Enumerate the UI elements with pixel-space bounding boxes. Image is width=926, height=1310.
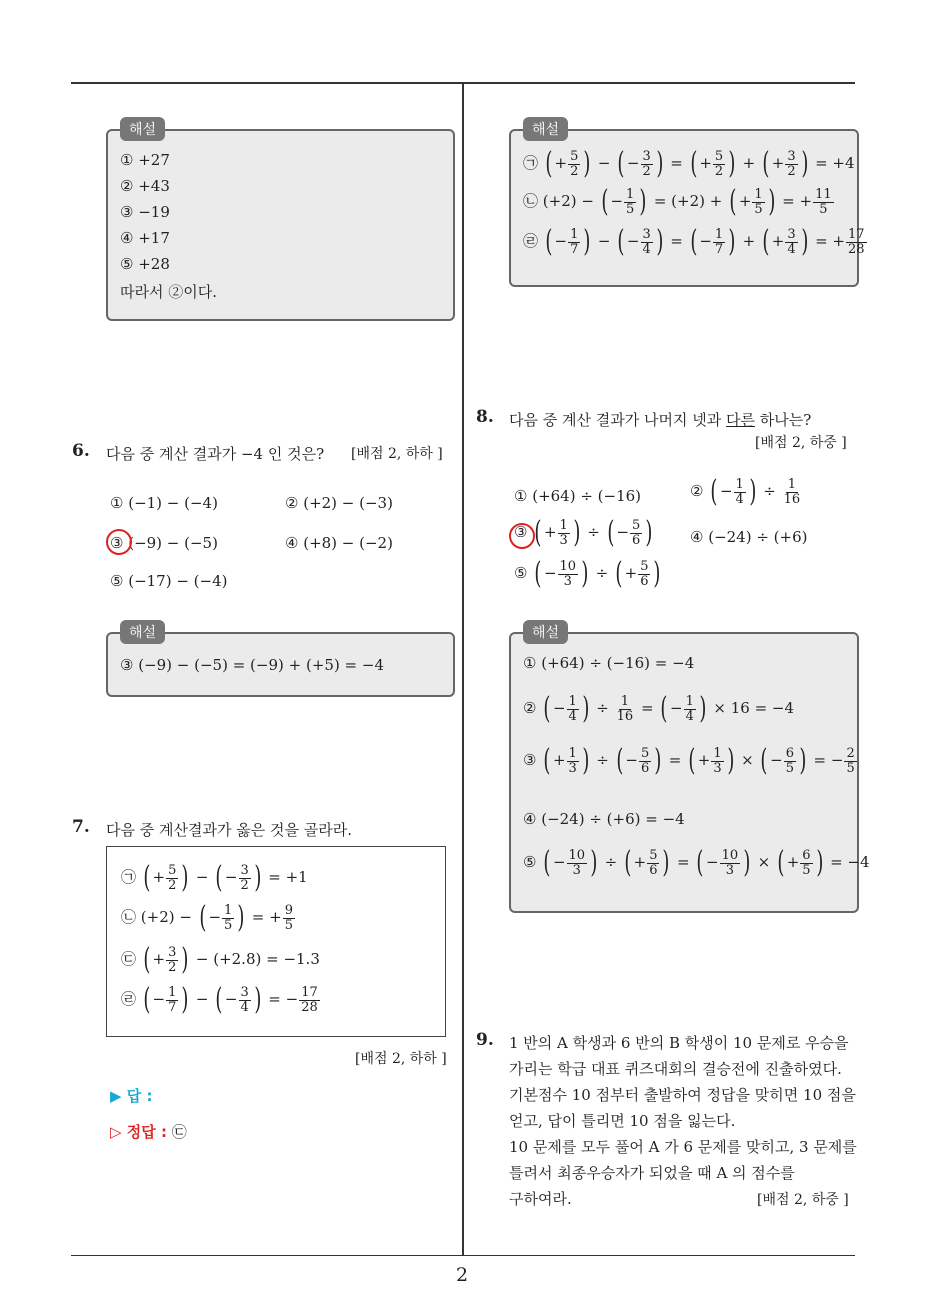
question-number: 6. [72, 441, 90, 461]
page-number: 2 [456, 1264, 469, 1286]
option-2: ② ( − $\frac{1}{4}$ ) ÷ $\frac{1}{16}$ [690, 474, 801, 509]
score-label: [배점 2, 하중 ] [755, 435, 847, 451]
answer-prompt: ▶ 답 : [110, 1087, 153, 1105]
solution-line: 따라서 ②이다. [120, 283, 217, 301]
option-5: ⑤ ( − $\frac{10}{3}$ ) ÷ ( + $\frac{5}{6}$ ) [514, 556, 661, 591]
correct-answer [110, 1121, 187, 1142]
question-text-line: 틀려서 최종우승자가 되었을 때 A 의 점수를 [509, 1164, 795, 1182]
solution-line: ⑤ ( − $\frac{10}{3}$ ) ÷ ( + $\frac{5}{6}$ ) = ( − $\frac{10}{3}$ ) × ( + $\frac{6}{5}$ ) = −4 [523, 845, 870, 880]
score-label: [배점 2, 하중 ] [757, 1192, 849, 1208]
bottom-rule [71, 1255, 855, 1256]
question-number: 8. [476, 407, 494, 427]
question-text-line: 기본점수 10 점부터 출발하여 정답을 맞히면 10 점을 [509, 1086, 856, 1104]
q8-solution-box [509, 625, 870, 913]
solution-line: ⑤ +28 [120, 255, 170, 273]
correct-label: ▷ 정답 : [110, 1123, 167, 1141]
prev-solution-box-left [106, 122, 455, 321]
score-label: [배점 2, 하하 ] [351, 446, 443, 462]
solution-line: ㉣ ( − $\frac{1}{7}$ ) − ( − $\frac{3}{4}$ ) = ( − $\frac{1}{7}$ ) + ( + $\frac{3}{4}$ ) = + $\frac{17}{28}$ [523, 224, 865, 259]
option-3: ③ (−9) − (−5) [110, 534, 218, 552]
item-d: ㉣ ( − $\frac{1}{7}$ ) − ( − $\frac{3}{4}$ ) = − $\frac{17}{28}$ [121, 982, 318, 1017]
question-text-line: 1 반의 A 학생과 6 반의 B 학생이 10 문제로 우승을 [509, 1034, 849, 1052]
selected-answer-mark [509, 523, 535, 549]
solution-line: ④ +17 [120, 229, 170, 247]
solution-line: ④ (−24) ÷ (+6) = −4 [523, 810, 685, 828]
question-text-line: 가리는 학급 대표 퀴즈대회의 결승전에 진출하였다. [509, 1060, 842, 1078]
solution-tag: 해설 [523, 117, 568, 141]
option-3: ③ ( + $\frac{1}{3}$ ) ÷ ( − $\frac{5}{6}$ ) [514, 515, 653, 550]
question-text-line: 10 문제를 모두 풀어 A 가 6 문제를 맞히고, 3 문제를 [509, 1138, 857, 1156]
solution-line: ② ( − $\frac{1}{4}$ ) ÷ $\frac{1}{16}$ = ( − $\frac{1}{4}$ ) × 16 = −4 [523, 691, 795, 726]
question-text: 다음 중 계산 결과가 −4 인 것은? [106, 445, 325, 463]
correct-value: ㉢ [171, 1123, 187, 1141]
solution-line: ③ (−9) − (−5) = (−9) + (+5) = −4 [120, 656, 385, 674]
question-text-line: 구하여라. [509, 1190, 572, 1208]
solution-line: ③ −19 [120, 203, 170, 221]
solution-tag: 해설 [523, 620, 568, 644]
item-c: ㉢ ( + $\frac{3}{2}$ ) − (+2.8) = −1.3 [121, 942, 320, 977]
question-text: 다음 중 계산결과가 옳은 것을 골라라. [106, 821, 352, 839]
q6-solution-box [106, 625, 455, 697]
option-1: ① (−1) − (−4) [110, 494, 218, 512]
solution-line: ㉡ (+2) − ( − $\frac{1}{5}$ ) = (+2) + ( + $\frac{1}{5}$ ) = + $\frac{11}{5}$ [523, 184, 832, 219]
option-1: ① (+64) ÷ (−16) [514, 487, 642, 505]
option-2: ② (+2) − (−3) [285, 494, 393, 512]
column-divider [462, 84, 464, 1256]
question-number: 9. [476, 1030, 494, 1050]
solution-tag: 해설 [120, 117, 165, 141]
question-number: 7. [72, 817, 90, 837]
solution-tag: 해설 [120, 620, 165, 644]
prev-solution-box-right [509, 122, 865, 287]
question-text-line: 얻고, 답이 틀리면 10 점을 잃는다. [509, 1112, 736, 1130]
option-4: ④ (−24) ÷ (+6) [690, 528, 808, 546]
solution-line: ③ ( + $\frac{1}{3}$ ) ÷ ( − $\frac{5}{6}$ ) = ( + $\frac{1}{3}$ ) × ( − $\frac{6}{5}$ ) = − $\frac{2}{5}$ [523, 743, 855, 778]
solution-line: ㉠ ( + $\frac{5}{2}$ ) − ( − $\frac{3}{2}$ ) = ( + $\frac{5}{2}$ ) + ( + $\frac{3}{2}$ ) = +4 [523, 146, 855, 181]
solution-line: ① +27 [120, 151, 170, 169]
item-b: ㉡ (+2) − ( − $\frac{1}{5}$ ) = + $\frac{9}{5}$ [121, 900, 293, 935]
selected-answer-mark [106, 529, 132, 555]
q7-items-box [106, 846, 446, 1037]
option-4: ④ (+8) − (−2) [285, 534, 393, 552]
solution-line: ① (+64) ÷ (−16) = −4 [523, 654, 695, 672]
solution-line: ② +43 [120, 177, 170, 195]
question-text: 다음 중 계산 결과가 나머지 넷과 다른 하나는? [509, 411, 812, 429]
score-label: [배점 2, 하하 ] [355, 1051, 447, 1067]
item-a: ㉠ ( + $\frac{5}{2}$ ) − ( − $\frac{3}{2}$ ) = +1 [121, 860, 308, 895]
option-5: ⑤ (−17) − (−4) [110, 572, 228, 590]
